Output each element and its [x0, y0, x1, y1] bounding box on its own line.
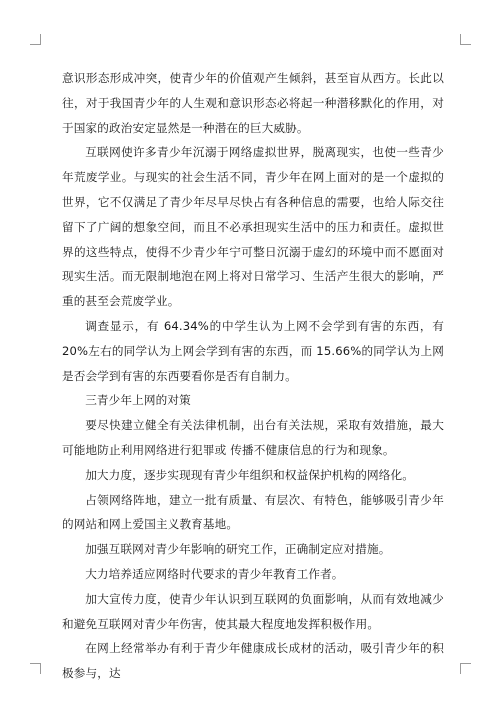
paragraph: 占领网络阵地，建立一批有质量、有层次、有特色，能够吸引青少年的网站和网上爱国主义教育基地。 [62, 492, 444, 532]
paragraph: 加大力度，逐步实现现有青少年组织和权益保护机构的网络化。 [85, 467, 415, 482]
paragraph: 互联网使许多青少年沉溺于网络虚拟世界，脱离现实，也使一些青少年荒废学业。与现实的社会生活不同，青少年在网上面对的是一个虚拟的世界，它不仅满足了青少年尽早尽快占有各种信息的需要，也给人际交往留下了广阔的想象空间，而且不必承担现实生活中的压力和责任。虚拟世界的这些特点，使得不少青少年宁可整日沉溺于虚幻的环境中而不愿面对现实生活。而无限制地泡在网上将对日常学习、生活产生很大的影响，严重的甚至会荒废学业。 [62, 145, 444, 309]
paragraph: 调查显示，有 64.34%的中学生认为上网不会学到有害的东西，有 20%左右的同学认为上网会学到有害的东西，而 15.66%的同学认为上网是否会学到有害的东西要看你是否有自制力。 [62, 318, 444, 383]
paragraph: 大力培养适应网络时代要求的青少年教育工作者。 [85, 566, 344, 581]
paragraph: 意识形态形成冲突，使青少年的价值观产生倾斜，甚至盲从西方。长此以往，对于我国青少年的人生观和意识形态必将起一种潜移默化的作用，对于国家的政治安定显然是一种潜在的巨大威胁。 [62, 71, 444, 135]
crop-mark-top-right [460, 34, 471, 45]
document-body [62, 66, 444, 686]
paragraph: 加强互联网对青少年影响的研究工作，正确制定应对措施。 [85, 542, 391, 557]
crop-mark-bottom-left [30, 663, 41, 674]
paragraph: 加大宣传力度，使青少年认识到互联网的负面影响，从而有效地减少和避免互联网对青少年伤害，使其最大程度地发挥积极作用。 [62, 591, 444, 631]
crop-mark-top-left [30, 34, 41, 45]
paragraph: 在网上经常举办有利于青少年健康成长成材的活动，吸引青少年的积极参与，达 [62, 641, 444, 681]
paragraph: 要尽快建立健全有关法律机制，出台有关法规，采取有效措施，最大可能地防止利用网络进行犯罪或 传播不健康信息的行为和现象。 [62, 418, 444, 457]
crop-mark-bottom-right [460, 663, 471, 674]
section-heading: 三青少年上网的对策 [85, 393, 191, 408]
